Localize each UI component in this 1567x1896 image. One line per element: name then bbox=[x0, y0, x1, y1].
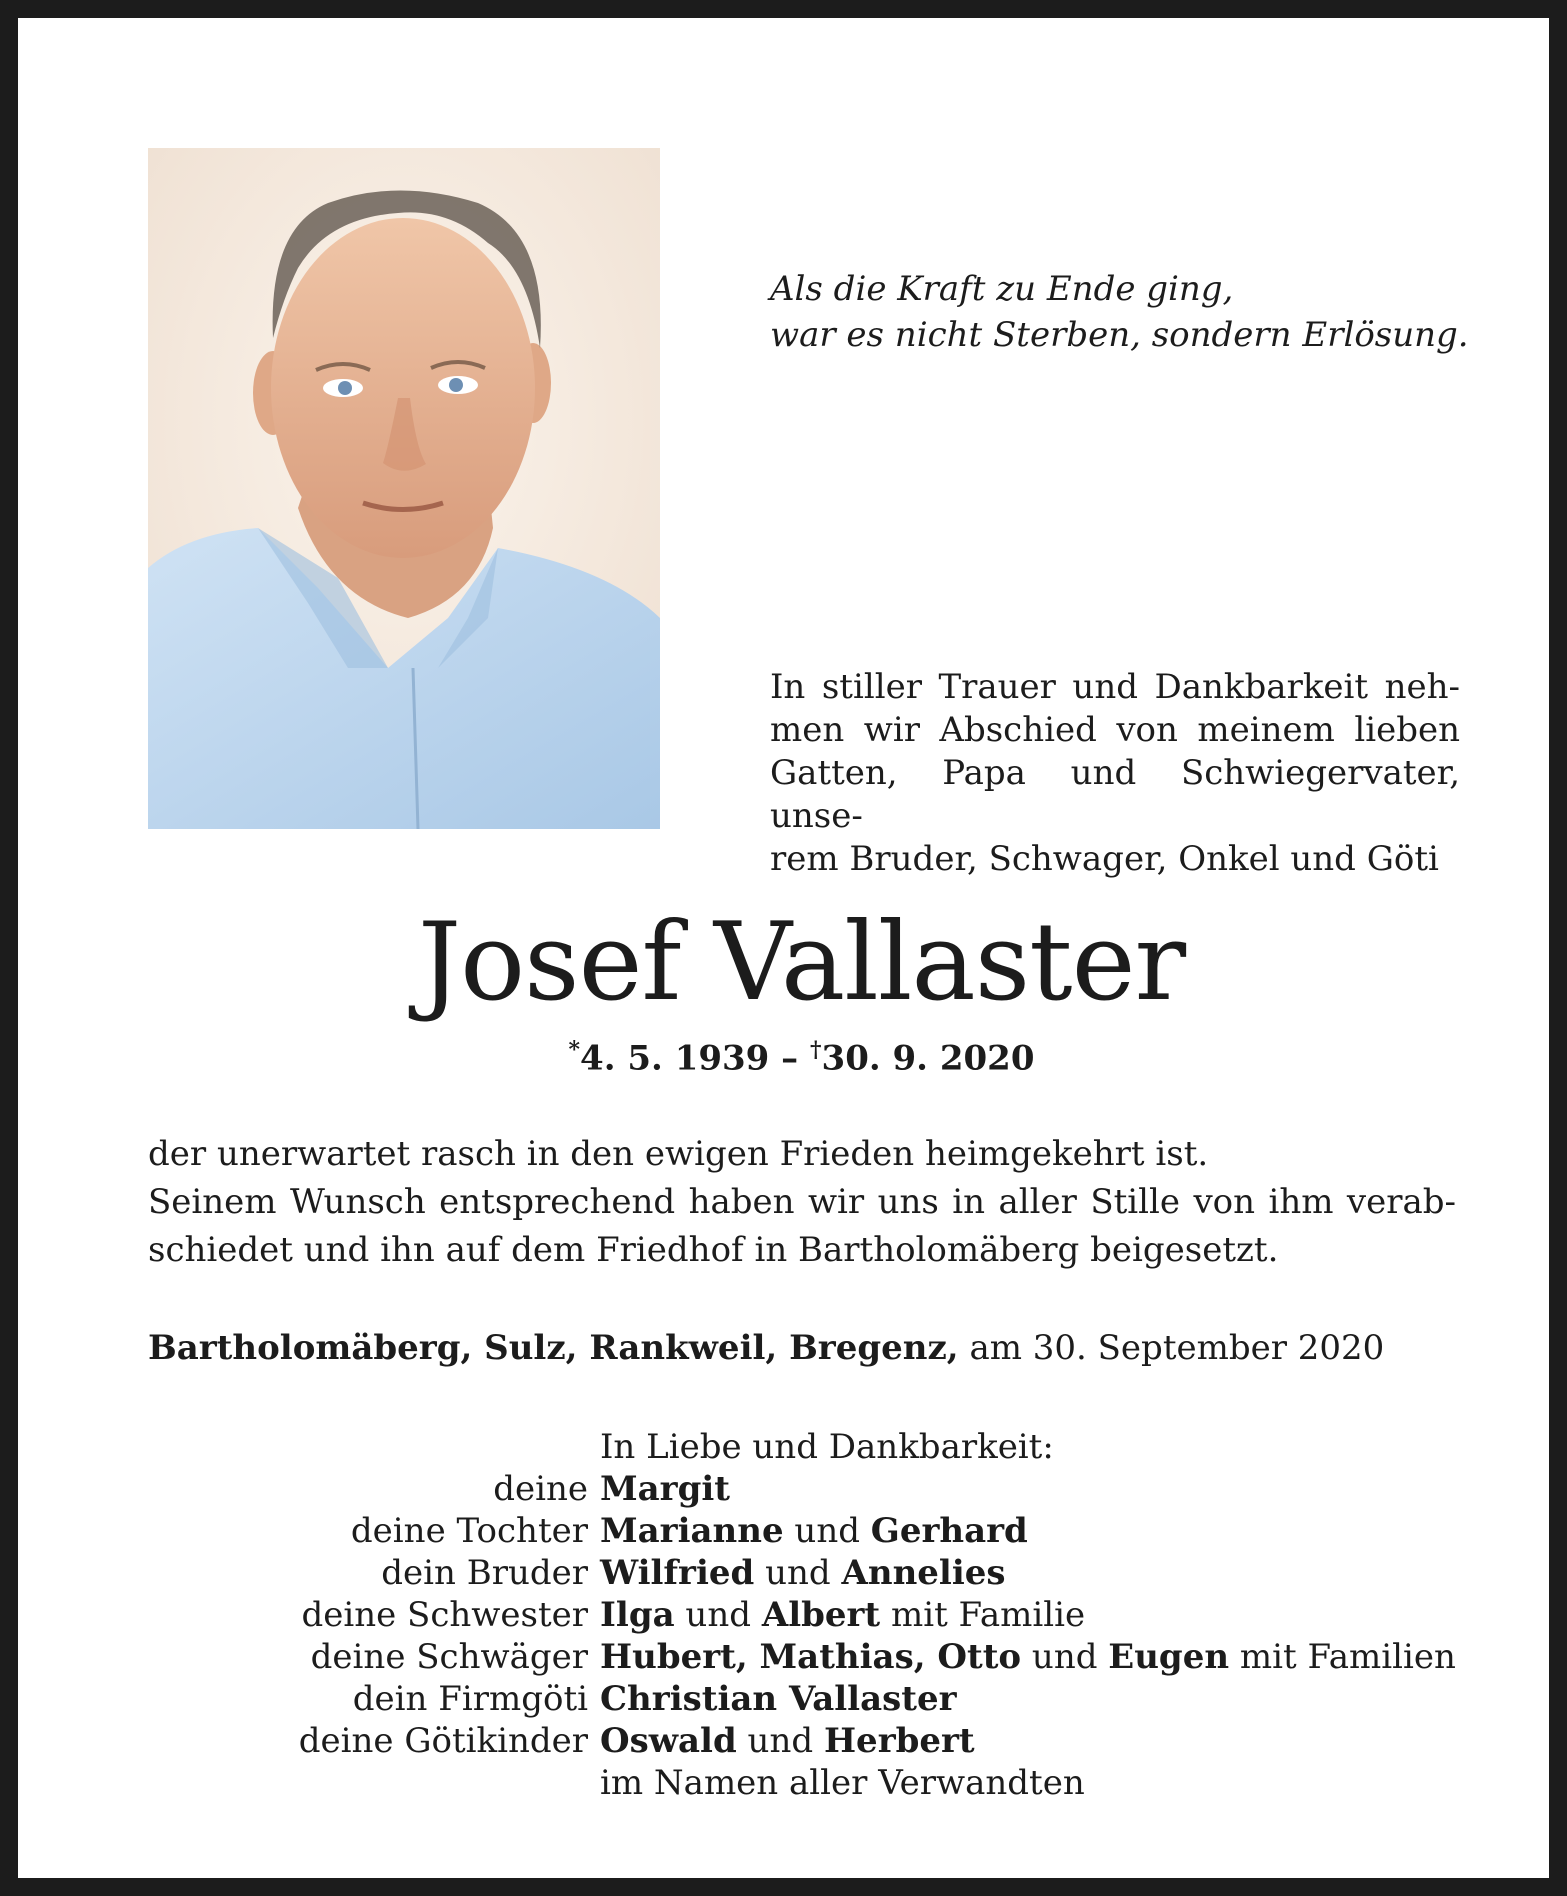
signer-name-1: Christian Vallaster bbox=[600, 1679, 957, 1719]
death-symbol: † bbox=[810, 1037, 822, 1063]
memorial-quote bbox=[770, 266, 1470, 358]
signer-names bbox=[600, 1636, 1468, 1678]
signer-row bbox=[148, 1678, 1468, 1720]
signers-block bbox=[148, 1426, 1468, 1804]
signer-connector-1: und bbox=[754, 1553, 842, 1593]
signer-names bbox=[600, 1720, 1468, 1762]
signer-name-2: Gerhard bbox=[870, 1511, 1028, 1551]
signer-names bbox=[600, 1552, 1468, 1594]
announcement-line-2a: Seinem Wunsch entsprechend haben wir uns in aller Stille von ihm verab- bbox=[148, 1182, 1456, 1222]
signer-names bbox=[600, 1678, 1468, 1720]
signer-name-1: Oswald bbox=[600, 1721, 737, 1761]
signer-row bbox=[148, 1468, 1468, 1510]
signer-relation: dein Bruder bbox=[381, 1553, 588, 1593]
signer-name-1: Ilga bbox=[600, 1595, 675, 1635]
intro-line-2: men wir Abschied von meinem lieben bbox=[770, 710, 1460, 750]
signer-name-1: Wilfried bbox=[600, 1553, 755, 1593]
place-date: am 30. September 2020 bbox=[969, 1328, 1385, 1368]
signer-connector-1: und bbox=[1021, 1637, 1109, 1677]
intro-line-1: In stiller Trauer und Dankbarkeit neh- bbox=[770, 667, 1460, 707]
portrait-illustration bbox=[148, 148, 660, 829]
signer-names bbox=[600, 1510, 1468, 1552]
quote-line-1: Als die Kraft zu Ende ging, bbox=[770, 269, 1234, 309]
signer-row bbox=[148, 1594, 1468, 1636]
signer-name-2: Herbert bbox=[823, 1721, 975, 1761]
signer-names bbox=[600, 1594, 1468, 1636]
birth-symbol: * bbox=[568, 1037, 581, 1063]
signer-row bbox=[148, 1510, 1468, 1552]
portrait-photo bbox=[148, 148, 660, 829]
date-separator: – bbox=[769, 1038, 811, 1079]
intro-paragraph bbox=[770, 666, 1460, 881]
signer-relation: deine Götikinder bbox=[298, 1721, 588, 1761]
intro-line-4: rem Bruder, Schwager, Onkel und Göti bbox=[770, 839, 1439, 879]
life-dates bbox=[18, 1028, 1567, 1080]
signer-name-2: Eugen bbox=[1108, 1637, 1230, 1677]
signer-names bbox=[600, 1468, 1468, 1510]
signer-name-1: Marianne bbox=[600, 1511, 784, 1551]
signer-row bbox=[148, 1552, 1468, 1594]
deceased-name: Josef Vallaster bbox=[417, 900, 1186, 1025]
signer-relation: deine Tochter bbox=[350, 1511, 588, 1551]
signer-relation: dein Firmgöti bbox=[352, 1679, 588, 1719]
signer-connector-2: mit Familie bbox=[880, 1595, 1086, 1635]
signer-name-2: Annelies bbox=[841, 1553, 1006, 1593]
signer-relation: deine bbox=[493, 1469, 588, 1509]
signers-closing: im Namen aller Verwandten bbox=[600, 1763, 1085, 1803]
quote-line-2: war es nicht Sterben, sondern Erlösung. bbox=[770, 315, 1469, 355]
signer-connector-2: mit Familien bbox=[1229, 1637, 1456, 1677]
signer-connector-1: und bbox=[674, 1595, 762, 1635]
announcement-text bbox=[148, 1130, 1456, 1274]
announcement-line-1: der unerwartet rasch in den ewigen Frieden heimgekehrt ist. bbox=[148, 1134, 1209, 1174]
signers-heading-row bbox=[148, 1426, 1468, 1468]
place-and-date bbox=[148, 1324, 1468, 1372]
signers-closing-row bbox=[148, 1762, 1468, 1804]
signer-name-1: Margit bbox=[600, 1469, 730, 1509]
signer-connector-1: und bbox=[736, 1721, 824, 1761]
signers-heading: In Liebe und Dankbarkeit: bbox=[600, 1427, 1054, 1467]
place-locations: Bartholomäberg, Sulz, Rankweil, Bregenz, bbox=[148, 1328, 959, 1368]
signer-name-2: Albert bbox=[761, 1595, 881, 1635]
signer-name-1: Hubert, Mathias, Otto bbox=[600, 1637, 1022, 1677]
intro-line-3: Gatten, Papa und Schwiegervater, unse- bbox=[770, 753, 1460, 836]
signer-relation: deine Schwester bbox=[301, 1595, 588, 1635]
birth-date: 4. 5. 1939 bbox=[580, 1038, 770, 1079]
death-date: 30. 9. 2020 bbox=[821, 1038, 1035, 1079]
announcement-line-2b: schiedet und ihn auf dem Friedhof in Bartholomäberg beigesetzt. bbox=[148, 1230, 1279, 1270]
signer-row bbox=[148, 1636, 1468, 1678]
signer-relation: deine Schwäger bbox=[310, 1637, 588, 1677]
signer-row bbox=[148, 1720, 1468, 1762]
signer-connector-1: und bbox=[783, 1511, 871, 1551]
